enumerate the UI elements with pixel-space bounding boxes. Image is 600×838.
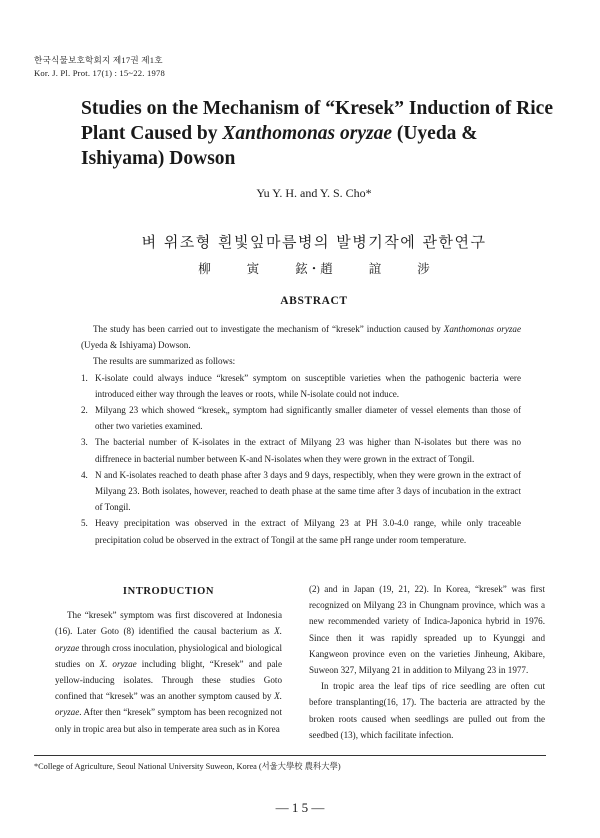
- affiliation-footnote: *College of Agriculture, Seoul National University Suweon, Korea (서울大學校 農科大學): [34, 762, 341, 771]
- introduction-heading: INTRODUCTION: [122, 586, 215, 597]
- result-item: 4. N and K-isolates reached to death phase after 3 days and 9 days, respectibly, when they were grown in the extract of Milyang 23. Both isolates, however, reached to death phase at the same time after 3 days of incubation in the extract of Tongil.: [81, 469, 521, 513]
- korean-title: 벼 위조형 흰빛잎마름병의 발병기작에 관한연구: [141, 233, 487, 251]
- introduction-paragraph-2: In tropic area the leaf tips of rice seedling are often cut before transplanting(16, 17). The bacteria are attracted by the broken roots caused when seedlings are pulled out from the seedbed (13), which facilitate infection.: [309, 681, 545, 740]
- title-text-1: Studies on the Mechanism of “Kresek” Induction of Rice Plant Caused by: [81, 98, 553, 144]
- result-item: 3. The bacterial number of K-isolates in the extract of Milyang 23 was higher than N-isolates but there was no diffrenece in bacterial number between K-and N-isolates when they were grown in the extract of Tongil.: [81, 437, 521, 464]
- title-text-2: (Uyeda & Ishiyama) Dowson: [81, 123, 478, 169]
- abstract-heading: ABSTRACT: [280, 295, 348, 307]
- introduction-paragraph-1: The “kresek” symptom was first discovered at Indonesia (16). Later Goto (8) identified the causal bacterium as X. oryzae through cross inoculation, physiological and biological studies on X. oryzae including blight, “Kresek” and pale yellow-inducing isolates. Through these studies Goto confined that “kresek” was an another symptom caused by X. oryzae. After then “kresek” symptom has been recognized not only in tropic area but also in temperate area such as in Korea: [55, 610, 282, 734]
- title-species: Xanthomonas oryzae: [222, 123, 392, 144]
- journal-name-korean: 한국식물보호학회지 제17권 제1호: [34, 55, 163, 65]
- page-number: — 1 5 —: [275, 800, 325, 815]
- paper-title: [81, 96, 561, 171]
- abstract-summary-lead: The results are summarized as follows:: [93, 356, 236, 367]
- result-item: 2. Milyang 23 which showed “kresek„ symptom had significantly smaller diameter of vessel elements than those of other two varieties examined.: [81, 405, 521, 432]
- journal-reference: Kor. J. Pl. Prot. 17(1) : 15~22. 1978: [34, 68, 165, 78]
- introduction-continued: (2) and in Japan (19, 21, 22). In Korea, “kresek” was first recognized on Milyang 23 in Chungnam province, which was a new recommended variety of Indica-Japonica hybrid in 1976. Since then it was rapidly spreaded up to Kyunggi and Kangweon province even on the varieties Jinheung, Akibare, Suweon 327, Milyang 21 in addition to Milyang 23 in 1977.: [309, 584, 545, 676]
- result-item: 1. K-isolate could always induce “kresek” symptom on susceptible varieties when the pathogenic bacteria were introduced either way through the leaves or roots, while N-isolate could not induce.: [81, 372, 521, 399]
- author-line: Yu Y. H. and Y. S. Cho*: [256, 186, 372, 200]
- left-column: [55, 581, 282, 737]
- results-list: [81, 370, 521, 548]
- hanja-authors: 柳 寅 鉉・趙 誼 涉: [198, 261, 430, 276]
- abstract-body: [81, 321, 521, 548]
- abstract-species: Xanthomonas oryzae: [443, 324, 521, 334]
- footnote-divider: [34, 755, 546, 756]
- abstract-intro: The study has been carried out to investigate the mechanism of “kresek” induction caused by Xanthomonas oryzae (Uyeda & Ishiyama) Dowson.: [81, 324, 521, 351]
- journal-citation: [34, 54, 165, 80]
- right-column: [309, 581, 545, 743]
- result-item: 5. Heavy precipitation was observed in the extract of Milyang 23 at PH 3.0-4.0 range, while only traceable precipitation colud be observed in the extract of Tongil at the same pH range under room temperature.: [81, 518, 521, 545]
